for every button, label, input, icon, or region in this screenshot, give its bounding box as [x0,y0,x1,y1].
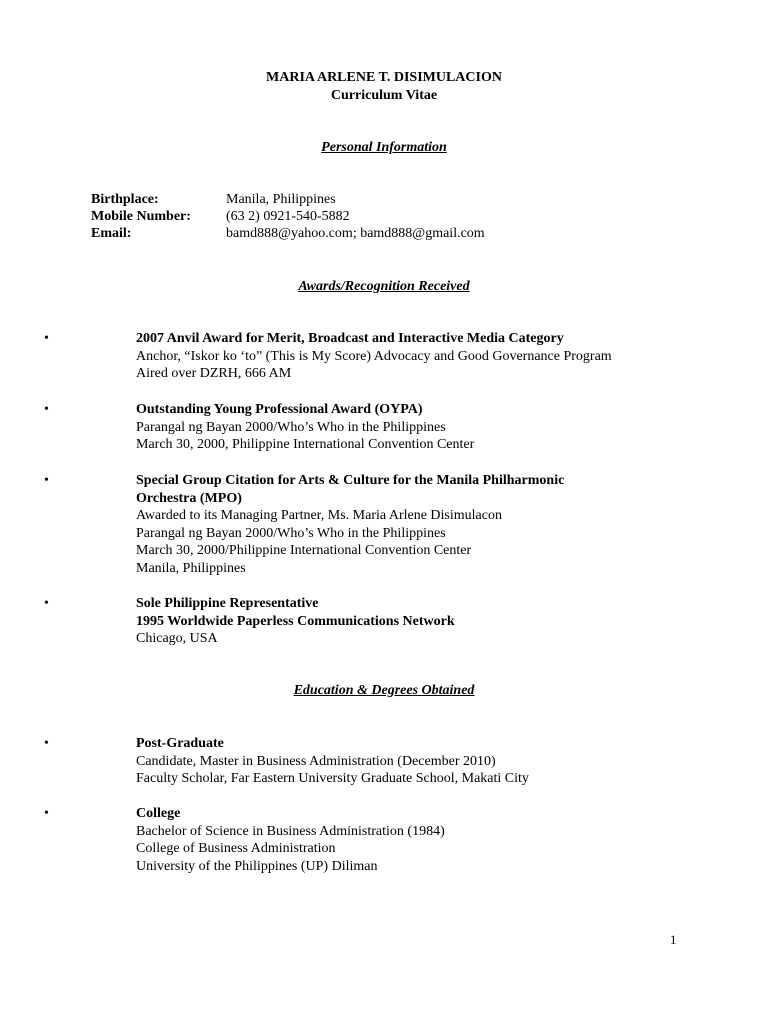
bullet-icon: • [44,806,49,821]
education-title: College [136,806,181,821]
birthplace-label: Birthplace: [91,192,159,207]
document-name: MARIA ARLENE T. DISIMULACION [266,70,502,85]
award-title: Sole Philippine Representative [136,596,319,611]
bullet-icon: • [44,402,49,417]
bullet-icon: • [44,736,49,751]
education-body [136,805,656,875]
award-title: 1995 Worldwide Paperless Communications Network [136,613,455,629]
award-title: Orchestra (MPO) [136,490,242,506]
award-detail: Parangal ng Bayan 2000/Who’s Who in the Philippines [136,419,446,435]
award-detail: March 30, 2000, Philippine International Convention Center [136,437,475,452]
mobile-row [91,208,691,225]
education-heading: Education & Degrees Obtained [293,683,475,698]
award-detail: Aired over DZRH, 666 AM [136,366,292,381]
education-detail: University of the Philippines (UP) Diliman [136,858,378,874]
education-detail: Faculty Scholar, Far Eastern University Graduate School, Makati City [136,771,529,786]
award-body [136,401,656,454]
award-title: 2007 Anvil Award for Merit, Broadcast and Interactive Media Category [136,331,564,346]
award-body [136,472,656,577]
award-title: Outstanding Young Professional Award (OYPA) [136,402,423,417]
award-detail: Chicago, USA [136,631,218,646]
award-title: Special Group Citation for Arts & Culture for the Manila Philharmonic [136,473,565,488]
education-body [136,735,656,788]
award-body [136,595,656,648]
document-subtitle: Curriculum Vitae [330,88,438,103]
award-body [136,330,656,383]
award-detail: March 30, 2000/Philippine International Convention Center [136,543,472,558]
education-detail: College of Business Administration [136,841,336,856]
mobile-label: Mobile Number: [91,209,191,224]
mobile-value: (63 2) 0921-540-5882 [226,209,350,224]
awards-heading-wrap [0,278,768,295]
award-detail: Manila, Philippines [136,560,246,576]
education-heading-wrap [0,682,768,699]
birthplace-row [91,191,691,208]
education-detail: Bachelor of Science in Business Administration (1984) [136,823,445,839]
education-detail: Candidate, Master in Business Administration (December 2010) [136,753,496,769]
bullet-icon: • [44,473,49,488]
award-detail: Anchor, “Iskor ko ‘to” (This is My Score) Advocacy and Good Governance Program [136,348,612,364]
award-detail: Parangal ng Bayan 2000/Who’s Who in the Philippines [136,525,446,541]
awards-heading: Awards/Recognition Received [298,279,470,294]
email-row [91,225,691,242]
email-value: bamd888@yahoo.com; bamd888@gmail.com [226,226,485,241]
bullet-icon: • [44,331,49,346]
page-number: 1 [670,932,677,947]
personal-info-heading: Personal Information [321,140,447,155]
bullet-icon: • [44,596,49,611]
personal-info-heading-wrap [0,139,768,156]
birthplace-value: Manila, Philippines [226,192,336,207]
email-label: Email: [91,226,132,241]
education-title: Post-Graduate [136,736,224,751]
award-detail: Awarded to its Managing Partner, Ms. Maria Arlene Disimulacon [136,508,502,523]
